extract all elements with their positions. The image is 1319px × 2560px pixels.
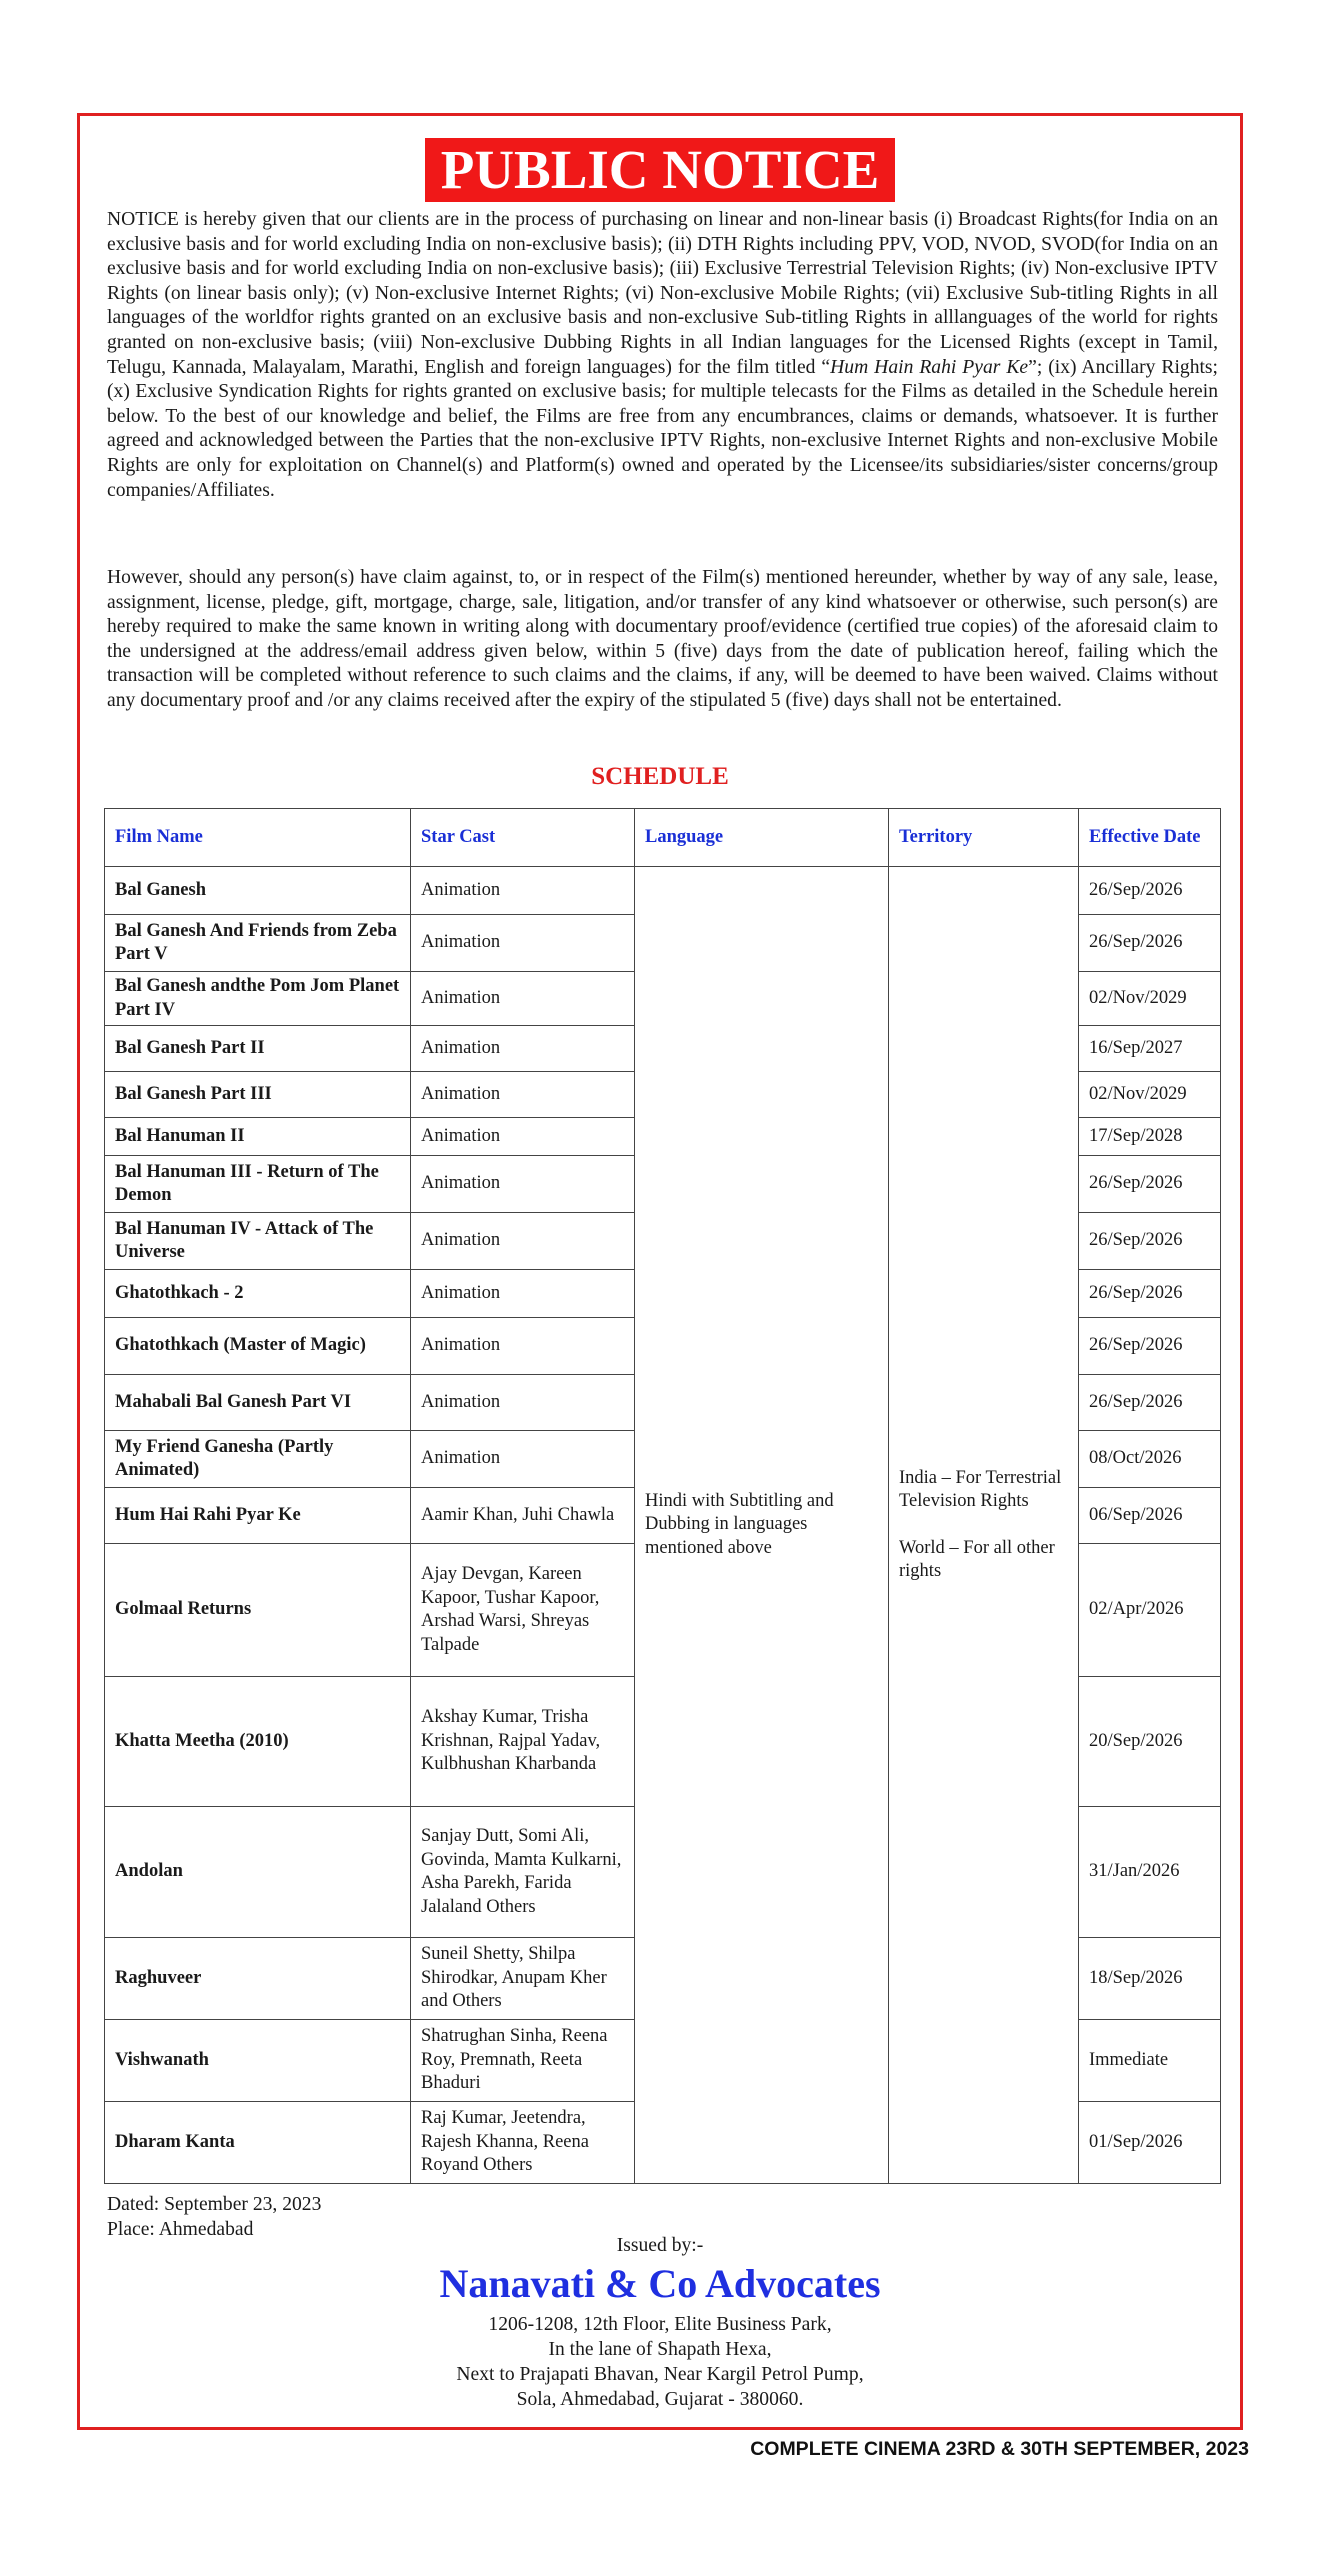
paragraph-1-part-b: ”; (ix) Ancillary Rights; (x) Exclusive Syndication Rights for rights granted on exclusive basis; for multiple telecasts for the Films as detailed in the Schedule herein below. To the best of our knowledge and belief, the Films are free from any encumbrances, claims or demands, whatsoever. It is further agreed and acknowledged between the Parties that the non-exclusive IPTV Rights, non-exclusive Internet Rights and non-exclusive Mobile Rights are only for exploitation on Channel(s) and Platform(s) owned and operated by the Licensee/its subsidiaries/sister concerns/group companies/Affiliates.	[107, 356, 1218, 501]
effective-date: 31/Jan/2026	[1079, 1807, 1221, 1938]
effective-date: 20/Sep/2026	[1079, 1677, 1221, 1807]
effective-date: 26/Sep/2026	[1079, 915, 1221, 972]
star-cast: Animation	[411, 972, 635, 1026]
effective-date: 02/Nov/2029	[1079, 972, 1221, 1026]
star-cast: Animation	[411, 1026, 635, 1072]
film-name: Vishwanath	[105, 2020, 411, 2102]
star-cast: Raj Kumar, Jeetendra, Rajesh Khanna, Reena Royand Others	[411, 2102, 635, 2184]
film-name: Bal Ganesh Part III	[105, 1072, 411, 1118]
schedule-header-row	[105, 809, 1221, 867]
paragraph-1-part-a: NOTICE is hereby given that our clients are in the process of purchasing on linear and non-linear basis (i) Broadcast Rights(for India on an exclusive basis and for world excluding India on non-exclusive basis); (ii) DTH Rights including PPV, VOD, NVOD, SVOD(for India on an exclusive basis and for world excluding India on non-exclusive basis); (iii) Exclusive Terrestrial Television Rights; (iv) Non-exclusive IPTV Rights (on linear basis only); (v) Non-exclusive Internet Rights; (vi) Non-exclusive Mobile Rights; (vii) Exclusive Sub-titling Rights in all languages of the worldfor rights granted on an exclusive basis and non-exclusive Sub-titling Rights in alllanguages of the world for rights granted on non-exclusive basis; (viii) Non-exclusive Dubbing Rights in all Indian languages for the Licensed Rights (except in Tamil, Telugu, Kannada, Malayalam, Marathi, English and foreign languages) for the film titled “	[107, 209, 1218, 378]
effective-date: 26/Sep/2026	[1079, 1213, 1221, 1270]
film-name: Ghatothkach (Master of Magic)	[105, 1318, 411, 1375]
star-cast: Animation	[411, 1431, 635, 1488]
effective-date: Immediate	[1079, 2020, 1221, 2102]
header-star-cast: Star Cast	[411, 809, 635, 867]
effective-date: 02/Apr/2026	[1079, 1544, 1221, 1677]
star-cast: Animation	[411, 1213, 635, 1270]
effective-date: 01/Sep/2026	[1079, 2102, 1221, 2184]
film-name: Khatta Meetha (2010)	[105, 1677, 411, 1807]
star-cast: Suneil Shetty, Shilpa Shirodkar, Anupam Kher and Others	[411, 1938, 635, 2020]
firm-address	[80, 2312, 1240, 2412]
film-name: Mahabali Bal Ganesh Part VI	[105, 1375, 411, 1431]
schedule-table	[104, 808, 1221, 2184]
title-wrap	[80, 138, 1240, 202]
notice-title: PUBLIC NOTICE	[425, 138, 896, 202]
star-cast: Animation	[411, 867, 635, 915]
language-cell: Hindi with Subtitling and Dubbing in languages mentioned above	[635, 867, 889, 2184]
territory-line-1: India – For Terrestrial Television Rights	[899, 1467, 1062, 1511]
header-film-name: Film Name	[105, 809, 411, 867]
star-cast: Ajay Devgan, Kareen Kapoor, Tushar Kapoor, Arshad Warsi, Shreyas Talpade	[411, 1544, 635, 1677]
effective-date: 26/Sep/2026	[1079, 1156, 1221, 1213]
table-row	[105, 867, 1221, 915]
effective-date: 26/Sep/2026	[1079, 1270, 1221, 1318]
film-name: Raghuveer	[105, 1938, 411, 2020]
notice-paragraph-1	[107, 208, 1218, 503]
effective-date: 08/Oct/2026	[1079, 1431, 1221, 1488]
notice-paragraph-2: However, should any person(s) have claim against, to, or in respect of the Film(s) mentioned hereunder, whether by way of any sale, lease, assignment, license, pledge, gift, mortgage, charge, sale, litigation, and/or transfer of any kind whatsoever or otherwise, such person(s) are hereby required to make the same known in writing along with documentary proof/evidence (certified true copies) of the aforesaid claim to the undersigned at the address/email address given below, within 5 (five) days from the date of publication hereof, failing which the transaction will be completed without reference to such claims and the claims, if any, will be deemed to have been waived. Claims without any documentary proof and /or any claims received after the expiry of the stipulated 5 (five) days shall not be entertained.	[107, 567, 1218, 711]
place-line: Place: Ahmedabad	[107, 2218, 254, 2240]
film-name: Bal Hanuman IV - Attack of The Universe	[105, 1213, 411, 1270]
firm-name: Nanavati & Co Advocates	[439, 2261, 881, 2306]
effective-date: 26/Sep/2026	[1079, 1318, 1221, 1375]
star-cast: Akshay Kumar, Trisha Krishnan, Rajpal Yadav, Kulbhushan Kharbanda	[411, 1677, 635, 1807]
star-cast: Aamir Khan, Juhi Chawla	[411, 1488, 635, 1544]
star-cast: Animation	[411, 1118, 635, 1156]
effective-date: 26/Sep/2026	[1079, 867, 1221, 915]
effective-date: 16/Sep/2027	[1079, 1026, 1221, 1072]
issued-by: Issued by:-	[616, 2235, 704, 2256]
effective-date: 17/Sep/2028	[1079, 1118, 1221, 1156]
address-line: In the lane of Shapath Hexa,	[548, 2339, 772, 2360]
effective-date: 18/Sep/2026	[1079, 1938, 1221, 2020]
schedule-heading: SCHEDULE	[591, 763, 729, 790]
star-cast: Animation	[411, 1270, 635, 1318]
film-name: Bal Ganesh Part II	[105, 1026, 411, 1072]
star-cast: Animation	[411, 915, 635, 972]
star-cast: Animation	[411, 1318, 635, 1375]
star-cast: Animation	[411, 1072, 635, 1118]
film-name: Dharam Kanta	[105, 2102, 411, 2184]
header-territory: Territory	[889, 809, 1079, 867]
star-cast: Animation	[411, 1156, 635, 1213]
film-name: Bal Ganesh andthe Pom Jom Planet Part IV	[105, 972, 411, 1026]
address-line: 1206-1208, 12th Floor, Elite Business Park,	[488, 2314, 832, 2335]
star-cast: Shatrughan Sinha, Reena Roy, Premnath, Reeta Bhaduri	[411, 2020, 635, 2102]
film-name: Bal Hanuman II	[105, 1118, 411, 1156]
territory-cell	[889, 867, 1079, 2184]
territory-line-2: World – For all other rights	[899, 1537, 1055, 1581]
effective-date: 26/Sep/2026	[1079, 1375, 1221, 1431]
address-line: Next to Prajapati Bhavan, Near Kargil Petrol Pump,	[456, 2364, 864, 2385]
star-cast: Animation	[411, 1375, 635, 1431]
effective-date: 06/Sep/2026	[1079, 1488, 1221, 1544]
film-name: Bal Ganesh And Friends from Zeba Part V	[105, 915, 411, 972]
film-name: Hum Hai Rahi Pyar Ke	[105, 1488, 411, 1544]
star-cast: Sanjay Dutt, Somi Ali, Govinda, Mamta Kulkarni, Asha Parekh, Farida Jalaland Others	[411, 1807, 635, 1938]
effective-date: 02/Nov/2029	[1079, 1072, 1221, 1118]
header-effective-date: Effective Date	[1079, 809, 1221, 867]
film-title-italic: Hum Hain Rahi Pyar Ke	[830, 356, 1029, 378]
dated-line: Dated: September 23, 2023	[107, 2194, 322, 2215]
address-line: Sola, Ahmedabad, Gujarat - 380060.	[516, 2389, 804, 2410]
film-name: Bal Hanuman III - Return of The Demon	[105, 1156, 411, 1213]
film-name: Andolan	[105, 1807, 411, 1938]
film-name: Golmaal Returns	[105, 1544, 411, 1677]
header-language: Language	[635, 809, 889, 867]
notice-border	[77, 113, 1243, 2430]
film-name: My Friend Ganesha (Partly Animated)	[105, 1431, 411, 1488]
film-name: Ghatothkach - 2	[105, 1270, 411, 1318]
film-name: Bal Ganesh	[105, 867, 411, 915]
publication-footer: COMPLETE CINEMA 23RD & 30TH SEPTEMBER, 2023	[750, 2438, 1249, 2460]
